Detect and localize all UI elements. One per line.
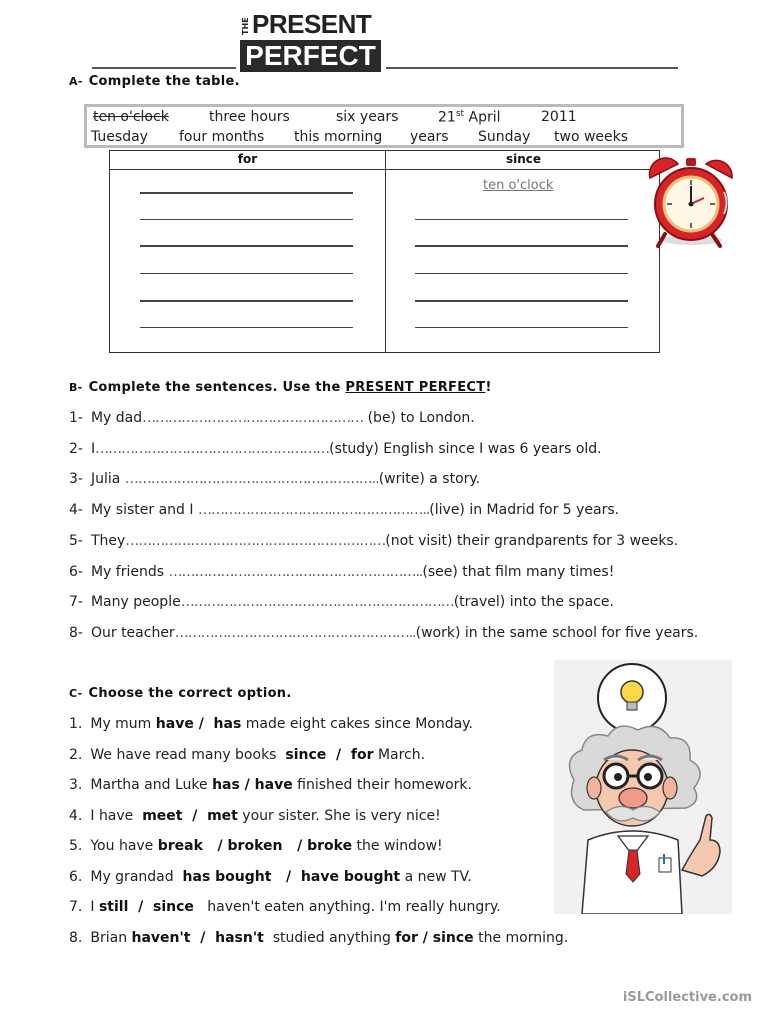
sentence-start: I have [90, 808, 143, 824]
item-number: 4- [69, 502, 83, 518]
word-bank-item: this morning [294, 129, 383, 145]
answer-blank[interactable]: ………………………….………………….. [197, 502, 430, 518]
sentence-item [69, 502, 619, 518]
option-choices[interactable]: have / has [155, 716, 242, 732]
answer-blank[interactable]: ……………………………………………… [95, 441, 330, 457]
title-the: THE [241, 17, 250, 35]
sentence-item [69, 625, 698, 641]
sentence-start: My grandad [90, 869, 183, 885]
sentence-end: March. [373, 747, 426, 763]
sentence-end: (travel) into the space. [453, 594, 614, 610]
option-choices[interactable]: break / broken / broke [157, 838, 353, 854]
option-choices[interactable]: meet / met [142, 808, 238, 824]
answer-blank[interactable] [415, 219, 628, 221]
sentence-end: finished their homework. [292, 777, 472, 793]
answer-blank[interactable] [415, 273, 628, 275]
sentence-end: (write) a story. [378, 471, 481, 487]
word-bank [84, 104, 684, 148]
answer-blank[interactable] [140, 219, 353, 221]
sentence-start: They [90, 533, 126, 549]
word-bank-item: three hours [209, 109, 290, 125]
title-perfect: PERFECT [240, 40, 381, 72]
choice-item [69, 899, 501, 915]
item-number: 2. [69, 747, 83, 763]
answer-blank[interactable]: ………………………………………………….. [168, 564, 423, 580]
column-header-for: for [237, 152, 258, 166]
section-a-title: A- Complete the table. [69, 74, 240, 89]
answer-blank[interactable]: …………………………………………… [142, 410, 364, 426]
answer-blank[interactable] [140, 273, 353, 275]
answer-blank[interactable]: ……………………………………………………… [180, 594, 454, 610]
option-choices[interactable]: since / for [285, 747, 374, 763]
answer-blank[interactable] [140, 327, 353, 329]
sentence-end: (see) that film many times! [422, 564, 615, 580]
sentence-end: (work) in the same school for five years. [415, 625, 699, 641]
item-number: 1- [69, 410, 83, 426]
item-number: 3- [69, 471, 83, 487]
sentence-end: (be) to London. [363, 410, 475, 426]
choice-item [69, 716, 473, 732]
sentence-item [69, 410, 475, 426]
scientist-lightbulb-illustration [554, 660, 732, 914]
answer-blank[interactable]: ……………………………………………….. [174, 625, 416, 641]
title-logo [238, 7, 383, 73]
word-bank-item: years [410, 129, 449, 145]
choice-item [69, 777, 472, 793]
choice-item [69, 747, 425, 763]
answer-blank[interactable] [140, 245, 353, 248]
sentence-end: made eight cakes since Monday. [241, 716, 473, 732]
sentence-start: My sister and I [90, 502, 198, 518]
sentence-item [69, 471, 480, 487]
header-line-right [386, 67, 678, 69]
choice-item [69, 838, 443, 854]
sentence-start: My dad [90, 410, 143, 426]
answer-blank[interactable] [415, 300, 628, 303]
word-bank-item: four months [179, 129, 265, 145]
for-since-table [109, 150, 660, 353]
item-number: 5- [69, 533, 83, 549]
sentence-start: My mum [90, 716, 156, 732]
sentence-start: Martha and Luke [90, 777, 213, 793]
footer-watermark: iSLCollective.com [622, 990, 752, 1005]
sentence-end: (live) in Madrid for 5 years. [429, 502, 620, 518]
sentence-end: (study) English since I was 6 years old. [329, 441, 602, 457]
sentence-item [69, 441, 602, 457]
word-bank-item: six years [336, 109, 399, 125]
sentence-end: studied anything [263, 930, 396, 946]
item-number: 7- [69, 594, 83, 610]
sentence-item [69, 564, 614, 580]
sentence-item [69, 533, 678, 549]
item-number: 5. [69, 838, 83, 854]
answer-blank[interactable] [140, 192, 353, 195]
item-number: 8. [69, 930, 83, 946]
answer-blank[interactable] [415, 245, 628, 248]
example-answer: ten o'clock [483, 178, 554, 193]
title-present: PRESENT [252, 9, 372, 39]
word-bank-item: Tuesday [91, 129, 148, 145]
option-choices[interactable]: haven't / hasn't [131, 930, 264, 946]
sentence-end: (not visit) their grandparents for 3 weeks. [385, 533, 679, 549]
item-number: 4. [69, 808, 83, 824]
sentence-end: the window! [352, 838, 443, 854]
word-bank-item: 2011 [541, 109, 577, 125]
answer-blank[interactable] [415, 327, 628, 329]
sentence-start: I [90, 899, 99, 915]
section-c-title: C- Choose the correct option. [69, 686, 292, 701]
option-choices[interactable]: for / since [395, 930, 474, 946]
word-bank-item: Sunday [478, 129, 531, 145]
item-number: 6. [69, 869, 83, 885]
sentence-start: Julia [90, 471, 125, 487]
choice-item [69, 808, 441, 824]
choice-item [69, 869, 472, 885]
sentence-start: Many people [90, 594, 181, 610]
column-header-since: since [505, 152, 542, 166]
choice-item [69, 930, 568, 946]
item-number: 2- [69, 441, 83, 457]
item-number: 7. [69, 899, 83, 915]
option-choices[interactable]: has bought / have bought [182, 869, 401, 885]
item-number: 6- [69, 564, 83, 580]
item-number: 3. [69, 777, 83, 793]
sentence-start: My friends [90, 564, 169, 580]
sentence-start: You have [90, 838, 158, 854]
section-b-title: B- Complete the sentences. Use the PRESENT PERFECT! [69, 380, 492, 395]
option-choices[interactable]: has / have [212, 777, 293, 793]
answer-blank[interactable]: ………………………………………………….. [124, 471, 379, 487]
item-number: 8- [69, 625, 83, 641]
sentence-end: a new TV. [400, 869, 472, 885]
header-line-left [92, 67, 236, 69]
alarm-clock-icon [640, 152, 740, 252]
sentence-end: haven't eaten anything. I'm really hungry. [193, 899, 501, 915]
sentence-start: Our teacher [90, 625, 175, 641]
sentence-item [69, 594, 614, 610]
word-bank-item: 21st April [438, 109, 501, 126]
sentence-end: the morning. [473, 930, 569, 946]
answer-blank[interactable] [140, 300, 353, 303]
word-bank-item: two weeks [554, 129, 629, 145]
sentence-start: We have read many books [90, 747, 286, 763]
sentence-start: I [90, 441, 96, 457]
answer-blank[interactable]: …………………………………………………… [125, 533, 386, 549]
item-number: 1. [69, 716, 83, 732]
option-choices[interactable]: still / since [98, 899, 194, 915]
sentence-end: your sister. She is very nice! [237, 808, 441, 824]
word-bank-item: ten o'clock [93, 109, 169, 125]
sentence-start: Brian [90, 930, 132, 946]
